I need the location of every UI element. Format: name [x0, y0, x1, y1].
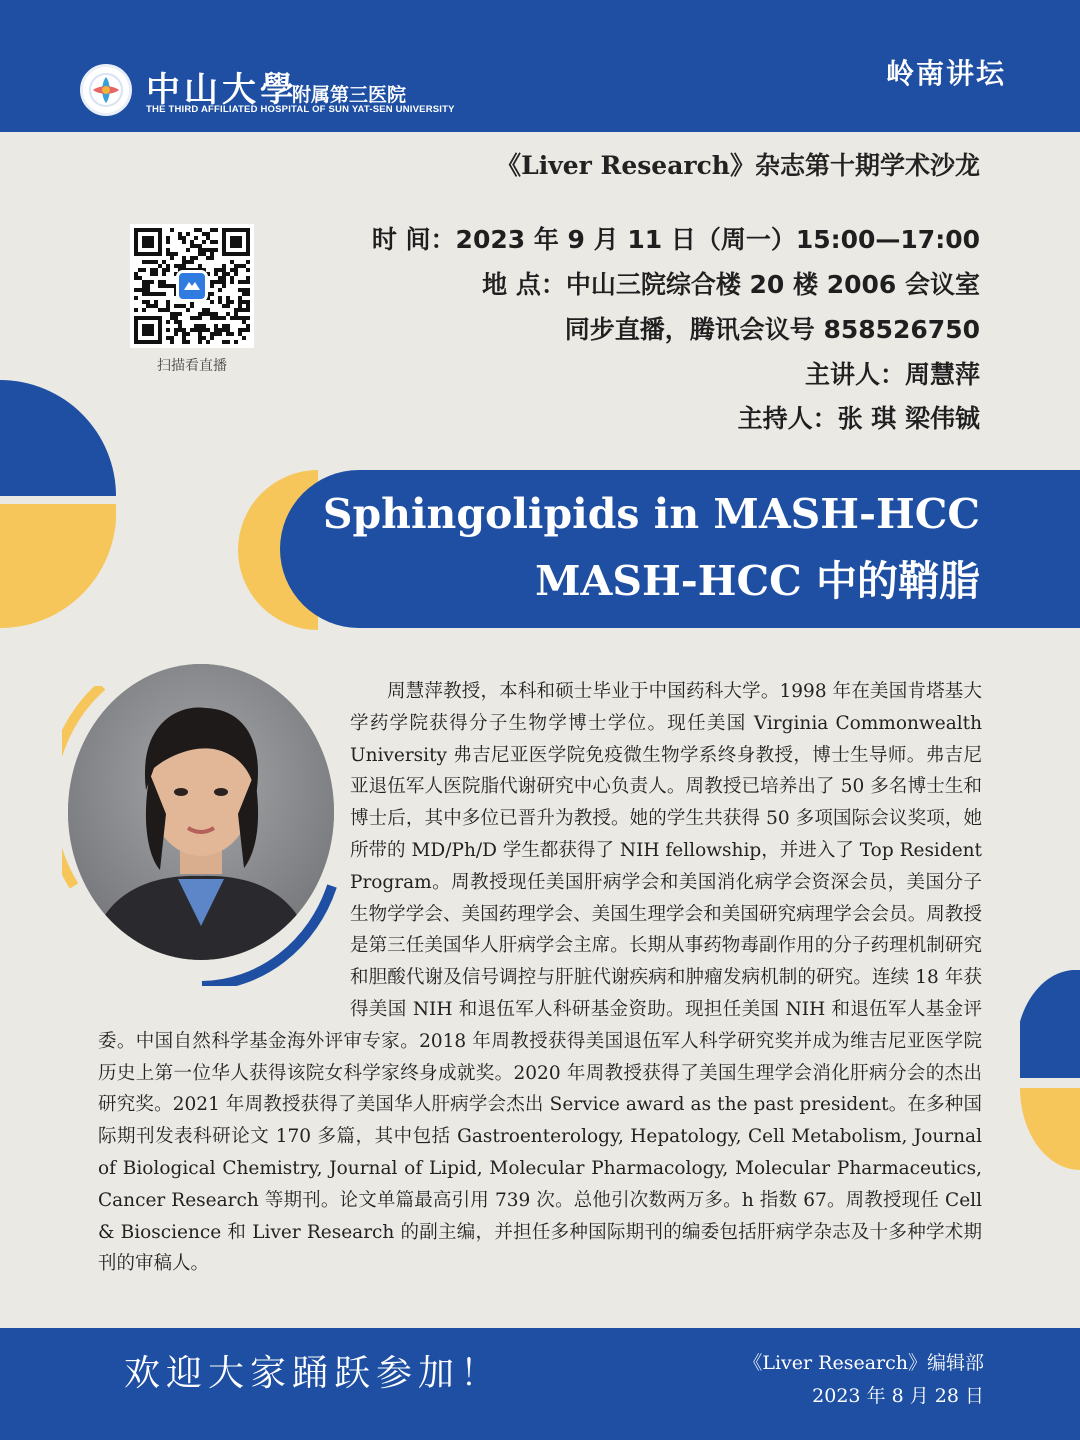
live-meeting-id: 同步直播，腾讯会议号 858526750 — [564, 315, 980, 344]
editorial-department: 《Liver Research》编辑部 — [743, 1352, 984, 1374]
event-place: 地 点：中山三院综合楼 20 楼 2006 会议室 — [482, 270, 980, 299]
speaker-bio — [98, 676, 982, 1280]
forum-title: 岭南讲坛 — [885, 57, 1006, 90]
lecture-title-en: Sphingolipids in MASH-HCC — [322, 490, 980, 538]
decorative-half-circle-right — [1020, 970, 1080, 1170]
event-time: 时 间：2023 年 9 月 11 日（周一）15:00—17:00 — [371, 225, 980, 254]
publish-date: 2023 年 8 月 28 日 — [812, 1385, 984, 1407]
logo-university-name: 中山大學 — [146, 70, 298, 110]
live-app-icon — [176, 270, 208, 302]
welcome-slogan: 欢迎大家踊跃参加！ — [124, 1353, 503, 1394]
bio-float-spacer — [98, 676, 350, 994]
decorative-half-circle — [0, 380, 116, 630]
speaker: 主讲人：周慧萍 — [804, 360, 980, 389]
logo-hospital-name: 附属第三医院 — [292, 84, 407, 106]
lecture-title-cn: MASH-HCC 中的鞘脂 — [535, 557, 980, 605]
qr-caption: 扫描看直播 — [157, 358, 227, 374]
bio-text: 周慧萍教授，本科和硕士毕业于中国药科大学。1998 年在美国肯塔基大学药学院获得分子生物学博士学位。现任美国 Virginia Commonwealth University 弗吉尼亚医学院免疫微生物学系终身教授，博士生导师。弗吉尼亚退伍军人医院脂代谢研究中心负责人。周教授已培养出了 50 多名博士生和博士后，其中多位已晋升为教授。她的学生共获得 50 多项国际会议奖项，她所带的 MD/Ph/D 学生都获得了 NIH fellowship，并进入了 Top Resident Program。周教授现任美国肝病学会和美国消化病学会资深会员，美国分子生物学学会、美国药理学会、美国生理学会和美国研究病理学会会员。周教授是第三任美国华人肝病学会主席。长期从事药物毒副作用的分子药理机制研究和胆酸代谢及信号调控与肝脏代谢疾病和肿瘤发病机制的研究。连续 18 年获得美国 NIH 和退伍军人科研基金资助。现担任美国 NIH 和退伍军人基金评委。中国自然科学基金海外评审专家。2018 年周教授获得美国退伍军人科学研究奖并成为维吉尼亚医学院历史上第一位华人获得该院女科学家终身成就奖。2020 年周教授获得了美国生理学会消化肝病分会的杰出研究奖。2021 年周教授获得了美国华人肝病学会杰出 Service award as the past president。在多种国际期刊发表科研论文 170 多篇，其中包括 Gastroenterology, Hepatology, Cell Metabolism, Journal of Biological Chemistry, Journal of Lipid, Molecular Pharmacology, Molecular Pharmaceutics, Cancer Research 等期刊。论文单篇最高引用 739 次。总他引次数两万多。h 指数 67。周教授现任 Cell & Bioscience 和 Liver Research 的副主编，并担任多种国际期刊的编委包括肝病学杂志及十多种学术期刊的审稿人。 — [98, 681, 982, 1275]
hospital-logo-icon — [80, 64, 132, 116]
logo-english-name: THE THIRD AFFILIATED HOSPITAL OF SUN YAT-SEN UNIVERSITY — [146, 104, 455, 115]
salon-title: 《Liver Research》杂志第十期学术沙龙 — [496, 151, 980, 180]
hosts: 主持人：张 琪 梁伟铖 — [737, 404, 980, 433]
